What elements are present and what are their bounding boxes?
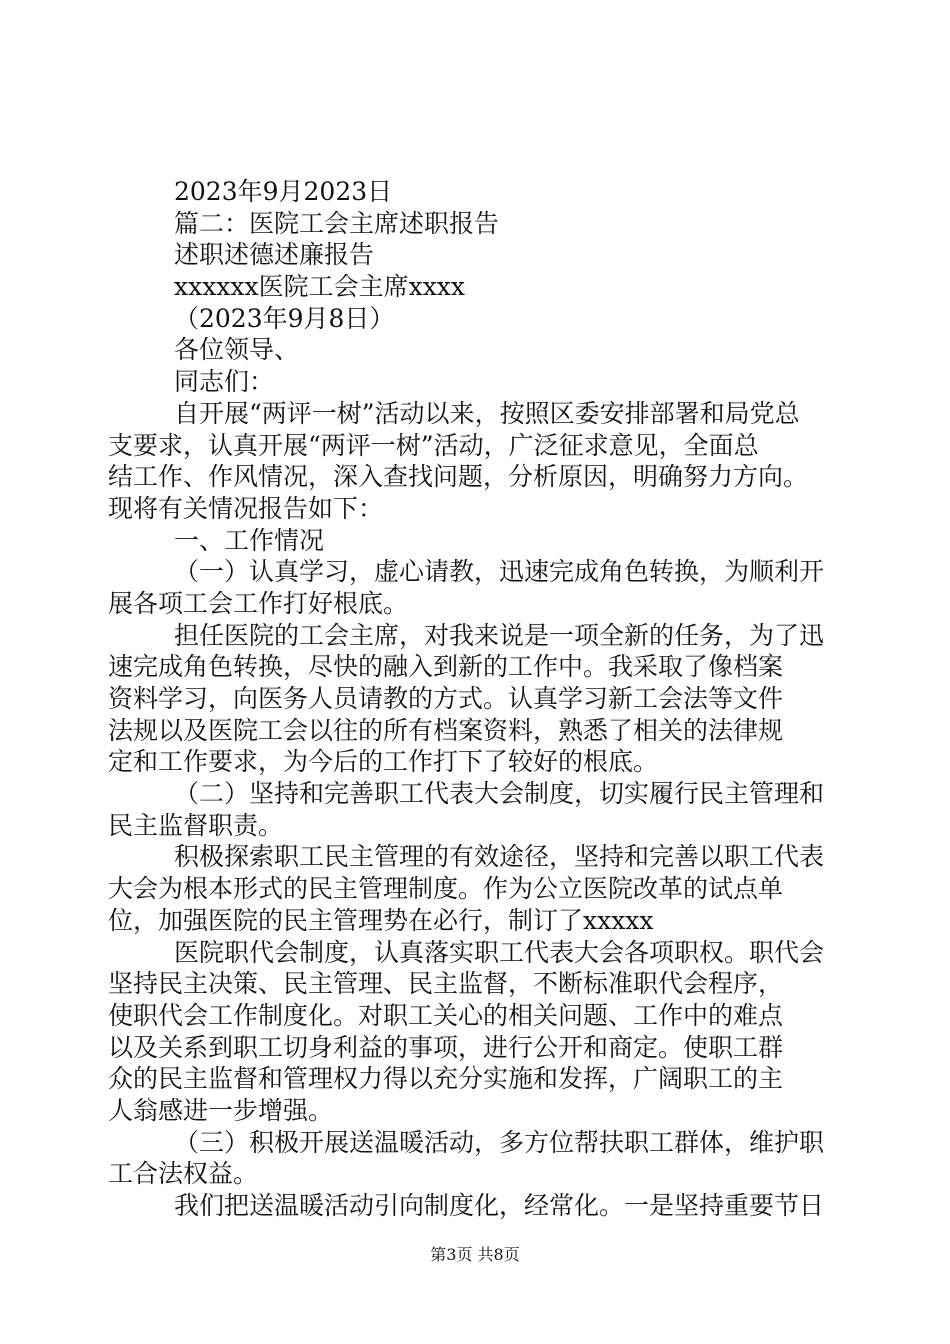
text-line: 定和工作要求，为今后的工作打下了较好的根底。 <box>108 747 659 777</box>
text-line: 坚持民主决策、民主管理、民主监督，不断标准职代会程序， <box>108 969 784 999</box>
text-line: 篇二：医院工会主席述职报告 <box>174 208 500 238</box>
text-line: 位，加强医院的民主管理势在必行，制订了xxxxx <box>108 905 654 935</box>
text-line: （二）坚持和完善职工代表大会制度，切实履行民主管理和 <box>174 779 825 809</box>
text-line: 一、工作情况 <box>174 525 325 555</box>
text-line: 支要求，认真开展“两评一树”活动，广泛征求意见，全面总 <box>108 430 759 460</box>
text-line: （三）积极开展送温暖活动，多方位帮扶职工群体，维护职 <box>174 1127 825 1157</box>
document-body <box>108 176 848 1222</box>
text-line: 法规以及医院工会以往的所有档案资料，熟悉了相关的法律规 <box>108 715 784 745</box>
text-line: （一）认真学习，虚心请教，迅速完成角色转换，为顺利开 <box>174 557 825 587</box>
text-line: 人翁感进一步增强。 <box>108 1095 334 1125</box>
text-line: 速完成角色转换，尽快的融入到新的工作中。我采取了像档案 <box>108 652 784 682</box>
text-line: 各位领导、 <box>174 335 300 365</box>
text-line: 使职代会工作制度化。对职工关心的相关问题、工作中的难点 <box>108 1000 784 1030</box>
text-line: 以及关系到职工切身利益的事项，进行公开和商定。使职工群 <box>108 1032 784 1062</box>
text-line: 同志们： <box>174 367 275 397</box>
text-line: 众的民主监督和管理权力得以充分实施和发挥，广阔职工的主 <box>108 1064 784 1094</box>
page-footer: 第3页 共8页 <box>430 1245 520 1264</box>
text-line: 资料学习，向医务人员请教的方式。认真学习新工会法等文件 <box>108 684 784 713</box>
text-line: 工合法权益。 <box>108 1159 259 1189</box>
text-line: 展各项工会工作打好根底。 <box>108 588 409 618</box>
text-line: 民主监督职责。 <box>108 810 284 840</box>
text-line: 医院职代会制度，认真落实职工代表大会各项职权。职代会 <box>174 937 825 967</box>
text-line: 自开展“两评一树”活动以来，按照区委安排部署和局党总 <box>174 398 800 428</box>
text-line: 2023年9月2023日 <box>174 177 393 206</box>
text-line: xxxxxx医院工会主席xxxx <box>174 272 465 302</box>
text-line: 述职述德述廉报告 <box>174 240 375 270</box>
text-line: 积极探索职工民主管理的有效途径，坚持和完善以职工代表 <box>174 842 825 872</box>
text-line: 现将有关情况报告如下： <box>108 493 384 523</box>
text-line: 大会为根本形式的民主管理制度。作为公立医院改革的试点单 <box>108 874 784 904</box>
text-line: 担任医院的工会主席，对我来说是一项全新的任务，为了迅 <box>174 620 825 650</box>
text-line: （2023年9月8日） <box>174 303 395 333</box>
text-line: 我们把送温暖活动引向制度化，经常化。一是坚持重要节日 <box>174 1191 825 1220</box>
text-line: 结工作、作风情况，深入查找问题，分析原因，明确努力方向。 <box>108 462 809 492</box>
